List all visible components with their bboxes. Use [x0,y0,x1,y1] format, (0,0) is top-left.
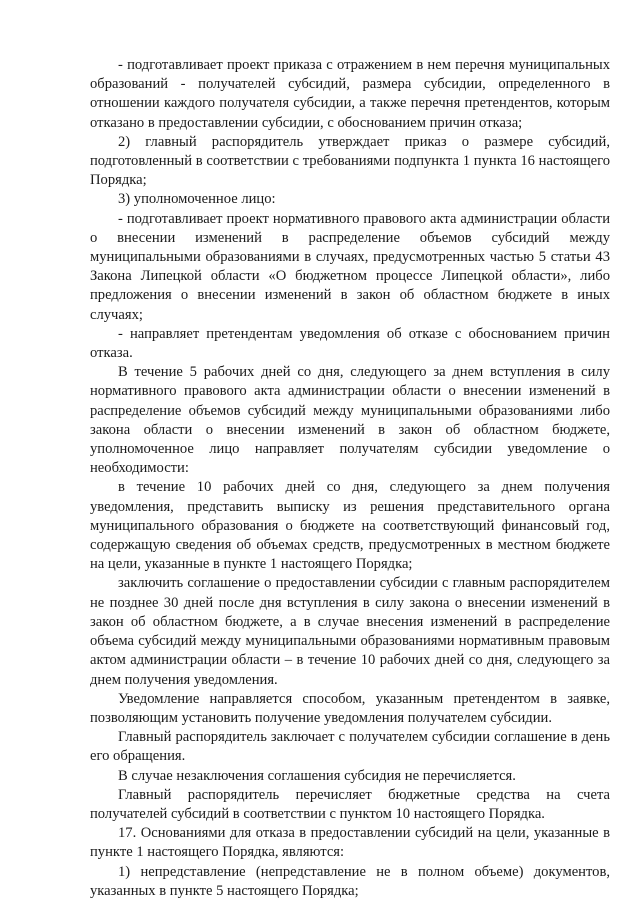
paragraph-section-17: 17. Основаниями для отказа в предоставлении субсидий на цели, указанные в пункте 1 настоящего Порядка, являются: [90,825,610,861]
paragraph-notice-method: Уведомление направляется способом, указанным претендентом в заявке, позволяющим установить получение уведомления получателем субсидии. [90,690,610,726]
paragraph-10-days: в течение 10 рабочих дней со дня, следующего за днем получения уведомления, представить выписку из решения представительного органа муниципального образования о бюджете на соответствующий финансовый год, содержащую сведения об объемах средств, предусмотренных в местном бюджете на цели, указанные в пункте 1 настоящего Порядка; [90,479,610,573]
paragraph-5-days: В течение 5 рабочих дней со дня, следующего за днем вступления в силу нормативного правового акта администрации области о внесении изменений в распределение объемов субсидий между муниципальными образованиями либо закона области о внесении изменений в закон об областном бюджете, уполномоченное лицо направляет получателям субсидии уведомление о необходимости: [90,364,610,477]
paragraph-point-2: 2) главный распорядитель утверждает приказ о размере субсидий, подготовленный в соответствии с требованиями подпункта 1 пункта 16 настоящего Порядка; [90,133,610,189]
paragraph-normative-act: - подготавливает проект нормативного правового акта администрации области о внесении изменений в распределение объемов субсидий между муниципальными образованиями в случаях, предусмотренных частью 5 статьи 43 Закона Липецкой области «О бюджетном процессе Липецкой области», либо предложения о внесении изменений в закон об областном бюджете в иных случаях; [90,210,610,323]
paragraph-reason-1: 1) непредставление (непредставление не в полном объеме) документов, указанных в пункте 5 настоящего Порядка; [90,863,610,899]
paragraph-agreement: заключить соглашение о предоставлении субсидии с главным распорядителем не позднее 30 дней после дня вступления в силу закона о внесении изменений в закон об областном бюджете, а в случае внесения изменений в распределение объема субсидий между муниципальными образованиями нормативным правовым актом администрации области – в течение 10 рабочих дней со дня, следующего за днем получения уведомления. [90,575,610,688]
paragraph-transfer: Главный распорядитель перечисляет бюджетные средства на счета получателей субсидий в соответствии с пунктом 10 настоящего Порядка. [90,786,610,822]
paragraph-order-draft: - подготавливает проект приказа с отражением в нем перечня муниципальных образований - получателей субсидий, размера субсидии, определенного в отношении каждого получателя субсидии, а также перечня претендентов, которым отказано в предоставлении субсидии, с обоснованием причин отказа; [90,57,610,131]
paragraph-no-agreement: В случае незаключения соглашения субсидия не перечисляется. [118,767,516,784]
paragraph-refusal-notice: - направляет претендентам уведомления об отказе с обоснованием причин отказа. [90,325,610,362]
paragraph-agreement-day: Главный распорядитель заключает с получателем субсидии соглашение в день его обращения. [90,729,610,765]
paragraph-point-3: 3) уполномоченное лицо: [118,191,276,208]
document-page [90,56,610,901]
